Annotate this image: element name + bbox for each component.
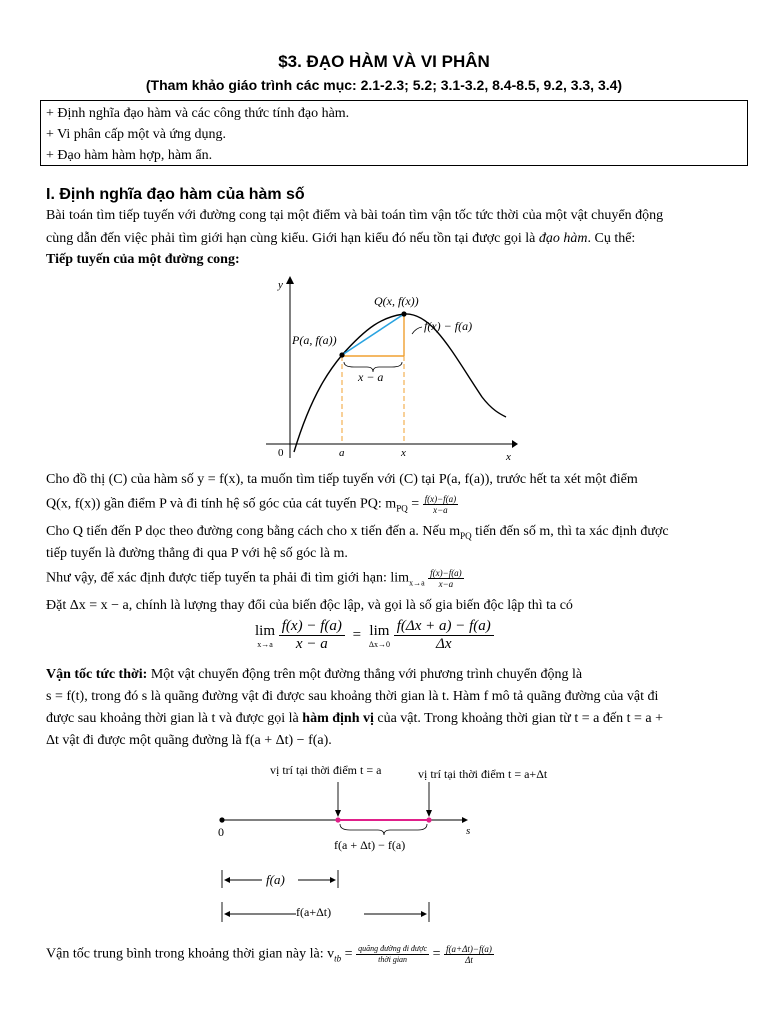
arrow-head (224, 911, 230, 917)
numerator: f(x)−f(a) (430, 568, 462, 578)
tick-x-label: x (401, 447, 406, 459)
limit-sub: Δx→0 (368, 639, 390, 649)
text-span: của vật. Trong khoảng thời gian từ t = a đến t = a + (373, 711, 663, 726)
point-q-label: Q(x, f(x)) (374, 294, 419, 308)
label-time-a-dt: vị trí tại thời điểm t = a+Δt (418, 767, 548, 781)
denominator: x − a (295, 636, 328, 652)
numerator: f(a+Δt)−f(a) (446, 944, 492, 954)
summary-item: + Định nghĩa đạo hàm và các công thức tính đạo hàm. (46, 106, 350, 121)
denominator: x−a (433, 505, 448, 515)
denominator: Δx (436, 636, 452, 652)
page-title: $3. ĐẠO HÀM VÀ VI PHÂN (278, 52, 490, 71)
position-diagram (200, 758, 548, 928)
subheading: Tiếp tuyến của một đường cong: (46, 252, 240, 267)
x-axis-label: x (506, 451, 511, 463)
denominator: Δt (465, 955, 473, 965)
arrow-head (426, 810, 432, 817)
paragraph-line (46, 568, 464, 589)
secant-graph (262, 272, 522, 464)
text-span: Q(x, f(x)) gần điểm P và đi tính hệ số góc của cát tuyến PQ: m (46, 496, 397, 512)
arrow-head (224, 877, 230, 883)
position-dot-a (335, 817, 340, 822)
point-p (339, 352, 344, 357)
secant-line (342, 314, 404, 355)
paragraph-line: Δt vật đi được một quãng đường là f(a + Δt) − f(a). (46, 733, 332, 748)
segment-label: f(a + Δt) − f(a) (334, 838, 406, 852)
italic-term: đạo hàm (538, 231, 588, 246)
y-axis-label: y (278, 279, 283, 291)
summary-item: + Vi phân cấp một và ứng dụng. (46, 127, 227, 142)
equals-sign: = (352, 627, 362, 643)
text-span: = (407, 496, 423, 512)
text-span: được sau khoảng thời gian là t và được gọi là (46, 711, 303, 726)
limit-operator (255, 623, 275, 649)
arrow-head (421, 911, 427, 917)
limit-operator (369, 623, 390, 649)
point-q (401, 311, 406, 316)
point-p-label: P(a, f(a)) (292, 333, 337, 347)
text-span: cùng dẫn đến việc phải tìm giới hạn cùng kiểu. Giới hạn kiểu đó nếu tồn tại được gọi là (46, 231, 539, 246)
arrow-head (335, 810, 341, 817)
fadt-label: f(a+Δt) (296, 905, 332, 919)
section-heading: I. Định nghĩa đạo hàm của hàm số (46, 186, 305, 203)
numerator: f(x) − f(a) (279, 618, 345, 636)
fraction (444, 944, 494, 965)
limit-sub: x→a (257, 639, 273, 649)
position-dot-a-dt (426, 817, 431, 822)
paragraph-line: Cho đồ thị (C) của hàm số y = f(x), ta muốn tìm tiếp tuyến với (C) tại P(a, f(a)), trước hết ta xét một điểm (46, 472, 638, 487)
paragraph-line (46, 494, 458, 515)
paragraph-line: Đặt Δx = x − a, chính là lượng thay đổi của biến độc lập, và gọi là số gia biến độc lập thì ta có (46, 598, 573, 613)
numerator: quãng đường đi được (358, 944, 428, 953)
text-span: = (429, 946, 445, 962)
summary-item: + Đạo hàm hàm hợp, hàm ẩn. (46, 148, 213, 163)
text-span: Như vậy, để xác định được tiếp tuyến ta phải đi tìm giới hạn: lim (46, 570, 410, 586)
fraction (423, 494, 459, 515)
fa-label: f(a) (266, 872, 285, 887)
origin-label: 0 (278, 447, 284, 459)
limit-word: lim (369, 622, 390, 639)
s-axis-arrow (462, 817, 468, 823)
denominator: thời gian (378, 955, 408, 964)
subscript: tb (334, 953, 342, 964)
label-time-a: vị trí tại thời điểm t = a (270, 763, 382, 777)
text-span: Một vật chuyển động trên một đường thẳng với phương trình chuyển động là (147, 667, 583, 682)
subscript: x→a (409, 578, 425, 588)
paragraph-line (46, 944, 494, 965)
numerator: f(Δx + a) − f(a) (394, 618, 494, 636)
velocity-heading: Vận tốc tức thời: (46, 667, 148, 682)
y-axis-arrow (286, 276, 294, 284)
fraction (279, 618, 345, 653)
origin-dot (219, 817, 224, 822)
tick-a-label: a (339, 447, 345, 459)
paragraph-line (46, 711, 663, 727)
numerator: f(x)−f(a) (424, 494, 457, 504)
fraction (428, 568, 464, 589)
origin-label: 0 (218, 825, 224, 839)
s-axis-label: s (466, 825, 471, 837)
paragraph-line (46, 667, 582, 683)
paragraph-line: tiếp tuyến là đường thẳng đi qua P với hệ số góc là m. (46, 546, 348, 561)
denominator: x−a (438, 579, 454, 589)
segment-brace (340, 824, 427, 835)
page-subtitle: (Tham khảo giáo trình các mục: 2.1-2.3; 5.2; 3.1-3.2, 8.4-8.5, 9.2, 3.3, 3.4) (145, 77, 623, 93)
limit-word: lim (255, 622, 276, 639)
paragraph-line (46, 231, 635, 247)
paragraph-line: Bài toán tìm tiếp tuyến với đường cong tại một điểm và bài toán tìm vận tốc tức thời của một vật chuyển động (46, 208, 664, 223)
text-span: Cho Q tiến đến P dọc theo đường cong bằng cách cho x tiến đến a. Nếu m (46, 524, 461, 539)
paragraph-line: s = f(t), trong đó s là quãng đường vật đi được sau khoảng thời gian là t. Hàm f mô tả quãng đường của vật đi (46, 689, 659, 704)
fraction (356, 944, 429, 965)
text-span: . Cụ thể: (587, 231, 636, 246)
fraction (394, 618, 494, 653)
text-span: = (341, 946, 357, 962)
summary-box (40, 100, 748, 166)
diff-label: f(x) − f(a) (424, 319, 473, 333)
arrow-head (330, 877, 336, 883)
subscript: PQ (396, 503, 408, 514)
text-span: Vận tốc trung bình trong khoảng thời gian này là: v (46, 946, 335, 962)
dx-label: x − a (358, 370, 384, 384)
bold-term: hàm định vị (302, 711, 374, 726)
x-axis-arrow (512, 440, 518, 448)
limit-equation (255, 618, 494, 653)
paragraph-line (46, 524, 669, 541)
subscript: PQ (460, 530, 472, 541)
text-span: tiến đến số m, thì ta xác định được (471, 524, 669, 539)
diff-pointer (412, 327, 422, 334)
